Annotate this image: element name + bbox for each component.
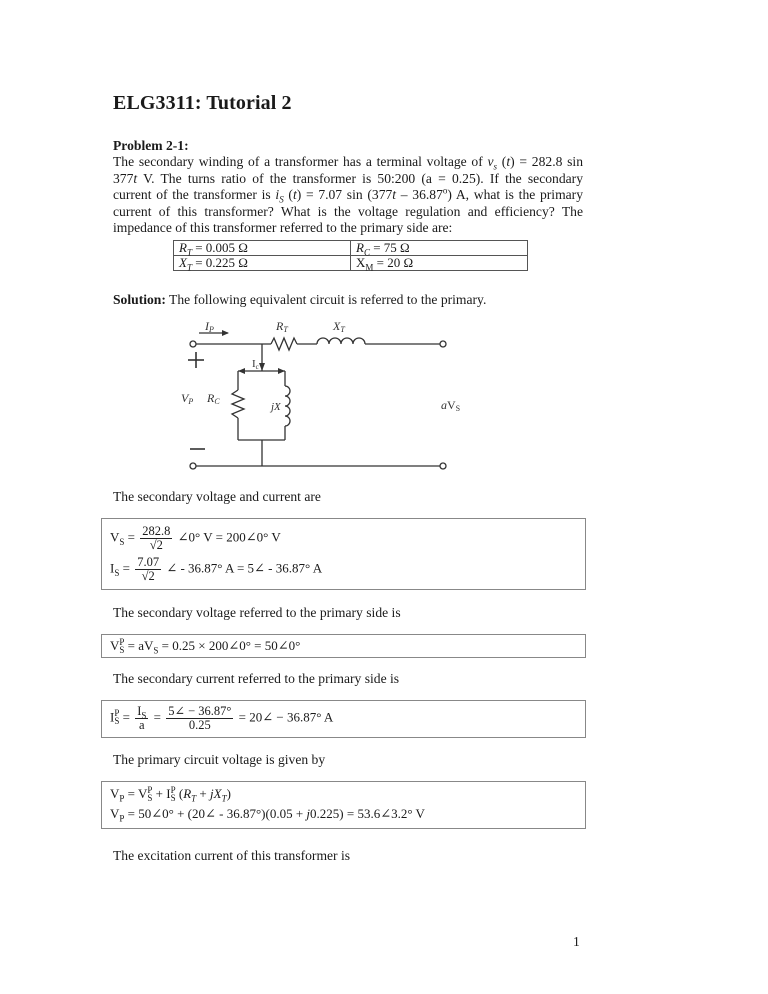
step-text-primary-voltage: The primary circuit voltage is given by (113, 752, 326, 767)
terminal-top-left-icon (190, 341, 196, 347)
equation-isp: I P S = $\frac{I_S}{a}$ = $\frac{5\angle - 36.87^\circ}{0.25}$ = 20∠ − 36.87° A (110, 704, 334, 732)
equation-vp-numeric: $V_P$ = 50∠0° + (20∠ - 36.87°)(0.05 + j0.225) = 53.6∠3.2° V (110, 806, 425, 824)
label-rc: RC (207, 391, 220, 406)
step-text-is-referred: The secondary current referred to the primary side is (113, 671, 400, 686)
problem-heading: Problem 2-1: (113, 138, 189, 153)
resistor-rc-icon (232, 390, 244, 418)
inductor-jx-icon (285, 386, 290, 426)
equation-vs: $V_S$ = $\frac{282.8}{√2}$ ∠0° V = 200∠0° V (110, 524, 281, 552)
step-text-excitation-current: The excitation current of this transformer is (113, 848, 351, 863)
equation-vsp: V P S = $aV_S = 0.25$ × 200∠0° = 50∠0° (110, 637, 301, 656)
equation-box-vs-referred (101, 634, 586, 658)
equation-box-is-referred (101, 700, 586, 738)
label-ip: IP (205, 319, 214, 334)
table-cell-rc: $R_C = 75$ Ω (351, 241, 528, 256)
table-cell-rt: $R_T = 0.005$ Ω (174, 241, 351, 256)
table-cell-xt: $X_T = 0.225$ Ω (174, 256, 351, 271)
arrow-left-icon (238, 368, 245, 374)
terminal-top-right-icon (440, 341, 446, 347)
equation-box-secondary-vi (101, 518, 586, 590)
arrow-ip-icon (222, 330, 229, 336)
label-ic: Ic (252, 358, 259, 371)
equation-vp-general: $V_P = V$ P S + I P S $(R_T + jX_T)$ (110, 785, 231, 804)
label-rt: RT (276, 319, 288, 334)
problem-statement: The secondary winding of a transformer has a terminal voltage of $v_s$ (t) = 282.8 sin 377t V. The turns ratio of the transformer is 50:200 (a = 0.25). If the secondary current of the transformer is $i_S$ (t) = 7.07 sin (377t – 36.87$^o$) A, what is the primary current of this transformer? What is the voltage regulation and efficiency? The impedance of this transformer referred to the primary side are: (113, 154, 584, 236)
label-jx: jX (271, 401, 281, 413)
terminal-bottom-right-icon (440, 463, 446, 469)
solution-intro: Solution: The following equivalent circuit is referred to the primary. (113, 292, 487, 307)
page-number: 1 (573, 934, 580, 949)
equation-box-primary-voltage (101, 781, 586, 829)
inductor-xt-icon (317, 338, 365, 344)
document-title: ELG3311: Tutorial 2 (113, 92, 292, 114)
equation-is: $I_S$ = $\frac{7.07}{√2}$ ∠ - 36.87° A = 5∠ - 36.87° A (110, 555, 323, 583)
step-text-secondary-vi: The secondary voltage and current are (113, 489, 321, 504)
arrow-right-icon (278, 368, 285, 374)
resistor-rt-icon (271, 338, 297, 350)
label-xt: XT (333, 319, 345, 334)
terminal-bottom-left-icon (190, 463, 196, 469)
step-text-vs-referred: The secondary voltage referred to the primary side is (113, 605, 401, 620)
table-cell-xm: $X_M = 20$ Ω (351, 256, 528, 271)
label-avs: aVS (441, 398, 461, 413)
label-vp: VP (181, 391, 194, 406)
arrow-ic-icon (259, 363, 265, 371)
